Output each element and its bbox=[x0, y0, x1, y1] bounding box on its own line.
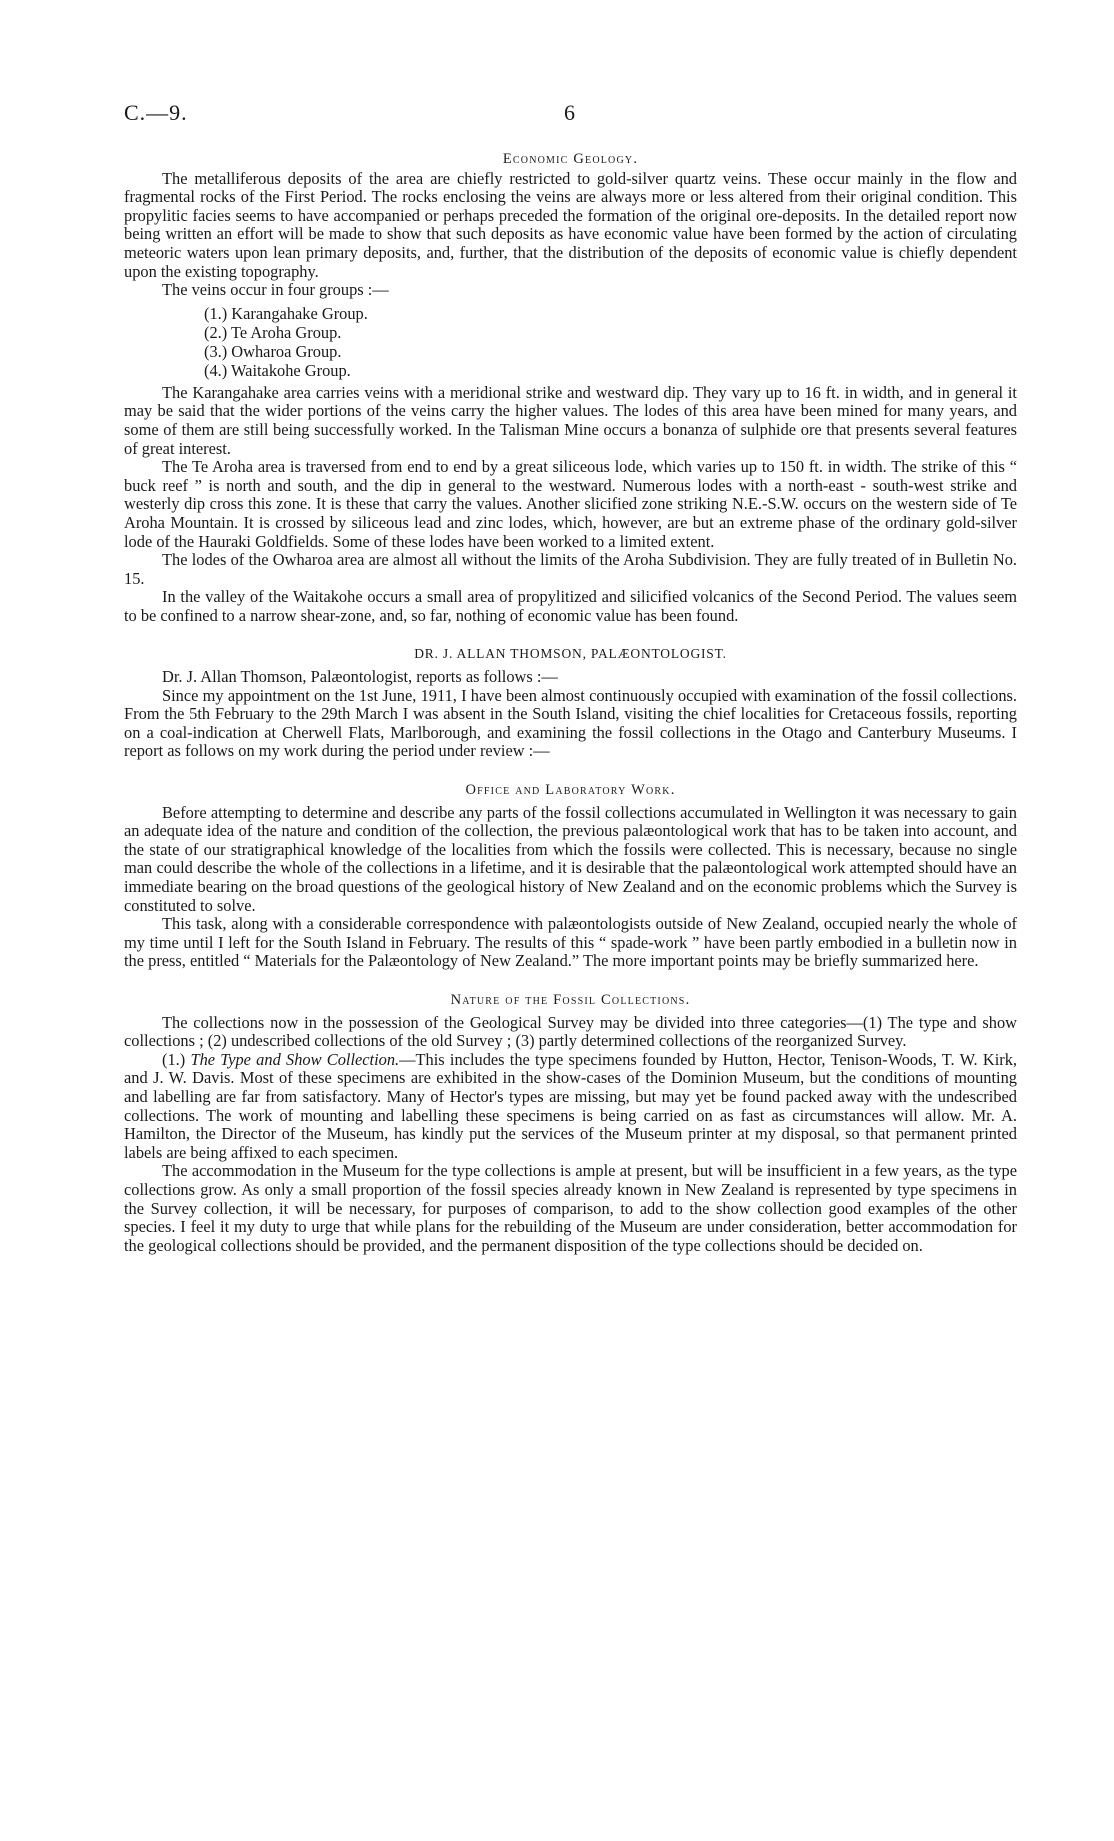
economic-geology-heading: Economic Geology. bbox=[502, 151, 639, 167]
fossil-collections-heading: Nature of the Fossil Collections. bbox=[450, 991, 691, 1008]
paragraph bbox=[124, 1051, 1017, 1163]
paragraph: The metalliferous deposits of the area are chiefly restricted to gold-silver quartz veins. These occur mainly in the flow and fragmental rocks of the First Period. The rocks enclosing the veins are always more or less altered from their original condition. This propylitic facies seems to have accompanied or perhaps preceded the formation of the original ore-deposits. In the detailed report now being written an effort will be made to show that such deposits as have economic value have been formed by the action of circulating meteoric waters upon lean primary deposits, and, further, that the distribution of the deposits of economic value is chiefly dependent upon the existing topography. bbox=[124, 168, 1017, 281]
paragraph: The Karangahake area carries veins with a meridional strike and westward dip. They vary up to 16 ft. in width, and in general it may be said that the wider portions of the veins carry the higher values. The lodes of this area have been mined for many years, and some of them are still being successfully worked. In the Talisman Mine occurs a bonanza of sulphide ore that presents several features of great interest. bbox=[124, 382, 1017, 458]
thomson-heading: DR. J. ALLAN THOMSON, PALÆONTOLOGIST. bbox=[414, 646, 727, 662]
subsection-number: (1.) bbox=[162, 1049, 186, 1069]
list-item: (3.) Owharoa Group. bbox=[204, 341, 342, 361]
paragraph: In the valley of the Waitakohe occurs a small area of propylitized and silicified volcanics of the Second Period. The values seem to be confined to a narrow shear-zone, and, so far, nothing of economic value has been found. bbox=[124, 587, 1017, 625]
paragraph: The Te Aroha area is traversed from end to end by a great siliceous lode, which varies up to 150 ft. in width. The strike of this “ buck reef ” is north and south, and the dip in general to the westward. Numerous lodes with a north-east - south-west strike and westerly dip cross this zone. It is these that carry the values. Another slicified zone striking N.E.-S.W. occurs on the western side of Te Aroha Mountain. It is crossed by siliceous lead and zinc lodes, which, however, are but an extreme phase of the ordinary gold-silver lode of the Hauraki Goldfields. Some of these lodes have been worked to a limited extent. bbox=[124, 457, 1017, 551]
paragraph: Since my appointment on the 1st June, 1911, I have been almost continuously occupied with examination of the fossil collections. From the 5th February to the 29th March I was absent in the South Island, visiting the chief localities for Cretaceous fossils, reporting on a coal-indication at Cherwell Flats, Marlborough, and examining the fossil collections in the Otago and Canterbury Museums. I report as follows on my work during the period under review :— bbox=[124, 685, 1017, 761]
subsection-body: —This includes the type specimens founded by Hutton, Hector, Tenison-Woods, T. W. Kirk, and J. W. Davis. Most of these specimens are exhibited in the show-cases of the Dominion Museum, but the conditions of mounting and labelling are far from satisfactory. Many of Hector's types are missing, but may yet be found packed away with the undescribed collections. The work of mounting and labelling these specimens is being carried on as fast as circumstances will allow. Mr. A. Hamilton, the Director of the Museum, has kindly put the services of the Museum printer at my disposal, so that permanent printed labels are being affixed to each specimen. bbox=[124, 1049, 1018, 1162]
paragraph: This task, along with a considerable correspondence with palæontologists outside of New Zealand, occupied nearly the whole of my time until I left for the South Island in February. The results of this “ spade-work ” have been partly embodied in a bulletin now in the press, entitled “ Materials for the Palæontology of New Zealand.” The more important points may be briefly summarized here. bbox=[124, 914, 1017, 971]
paragraph: The lodes of the Owharoa area are almost all without the limits of the Aroha Subdivision. They are fully treated of in Bulletin No. 15. bbox=[124, 550, 1017, 588]
office-laboratory-heading: Office and Laboratory Work. bbox=[465, 782, 676, 799]
list-item: (2.) Te Aroha Group. bbox=[204, 322, 342, 342]
document-reference: C.—9. bbox=[124, 100, 188, 125]
paragraph: The accommodation in the Museum for the type collections is ample at present, but will be insufficient in a few years, as the type collections grow. As only a small proportion of the fossil species already known in New Zealand is represented by type specimens in the Survey collection, it will be necessary, for purposes of comparison, to add to the show collection good examples of the other species. I feel it my duty to urge that while plans for the rebuilding of the Museum are under consideration, better accommodation for the geological collections should be provided, and the permanent disposition of the type collections should be decided on. bbox=[124, 1161, 1017, 1255]
page-header bbox=[124, 100, 990, 130]
paragraph: Before attempting to determine and describe any parts of the fossil collections accumulated in Wellington it was necessary to gain an adequate idea of the nature and condition of the collection, the previous palæontological work that has to be taken into account, and the state of our stratigraphical knowledge of the localities from which the fossils were collected. This is necessary, because no single man could describe the whole of the collections in a lifetime, and it is desirable that the palæontological work attempted should have an immediate bearing on the broad questions of the geological history of New Zealand and on the economic problems which the Survey is constituted to solve. bbox=[124, 802, 1017, 915]
list-item: (4.) Waitakohe Group. bbox=[204, 360, 351, 380]
paragraph: Dr. J. Allan Thomson, Palæontologist, reports as follows :— bbox=[162, 667, 558, 687]
page-body bbox=[124, 150, 1017, 1255]
page-number: 6 bbox=[564, 100, 575, 125]
vein-groups-list bbox=[204, 304, 1017, 380]
list-item: (1.) Karangahake Group. bbox=[204, 303, 368, 323]
paragraph: The veins occur in four groups :— bbox=[162, 280, 389, 300]
subsection-title: The Type and Show Collection. bbox=[190, 1049, 400, 1069]
paragraph: The collections now in the possession of the Geological Survey may be divided into three categories—(1) The type and show collections ; (2) undescribed collections of the old Survey ; (3) partly determined collections of the reorganized Survey. bbox=[124, 1012, 1017, 1051]
